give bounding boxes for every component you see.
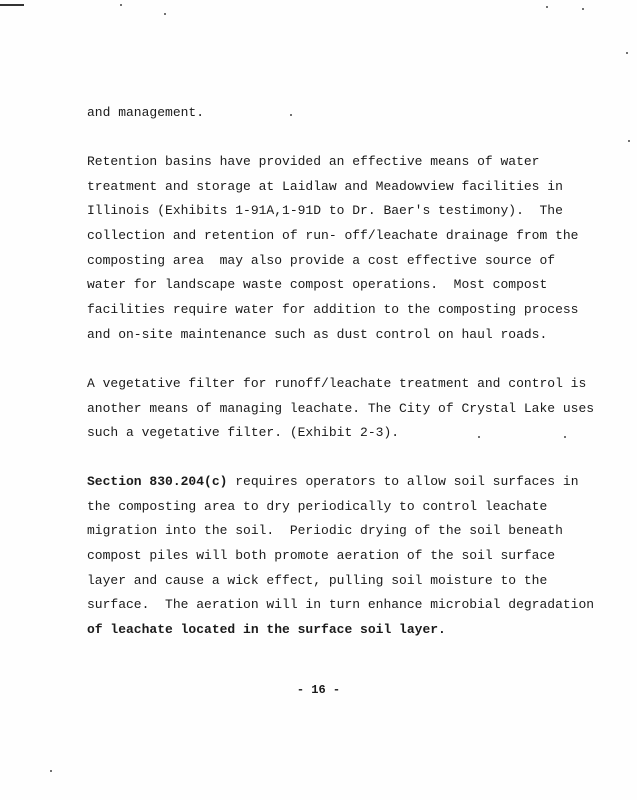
text-line: A vegetative filter for runoff/leachate treatment and control is (87, 376, 587, 391)
scan-speck (120, 4, 122, 6)
page-number: - 16 - (296, 683, 341, 697)
text-line: layer and cause a wick effect, pulling soil moisture to the (87, 572, 548, 588)
text-line: another means of managing leachate. The City of Crystal Lake uses (87, 400, 595, 416)
text-line (87, 470, 587, 495)
scan-speck (628, 140, 630, 142)
scan-speck (582, 8, 584, 10)
paragraph-retention-basins (87, 150, 587, 348)
text-line-rest: requires operators to allow soil surfaces in (227, 474, 579, 489)
scan-artifact (0, 4, 24, 6)
text-line: and management. (87, 105, 205, 120)
text-line: such a vegetative filter. (Exhibit 2-3). (87, 425, 400, 441)
opening-fragment (87, 101, 587, 126)
text-line: migration into the soil. Periodic drying of the soil beneath (87, 523, 563, 539)
scan-speck (626, 52, 628, 54)
text-line: compost piles will both promote aeration of the soil surface (87, 548, 556, 564)
scan-speck (50, 770, 52, 772)
text-line: of leachate located in the surface soil layer. (87, 622, 446, 638)
text-line: collection and retention of run- off/leachate drainage from the (87, 228, 579, 244)
section-reference: Section 830.204(c) (87, 474, 228, 489)
text-line: surface. The aeration will in turn enhance microbial degradation (87, 597, 595, 613)
text-line: Illinois (Exhibits 1-91A,1-91D to Dr. Baer's testimony). The (87, 203, 563, 219)
text-line: Retention basins have provided an effective means of water (87, 154, 540, 169)
text-line: treatment and storage at Laidlaw and Meadowview facilities in (87, 178, 563, 194)
text-line: and on-site maintenance such as dust control on haul roads. (87, 326, 548, 342)
scan-speck (546, 6, 548, 8)
text-line: the composting area to dry periodically to control leachate (87, 498, 548, 514)
text-line: facilities require water for addition to the composting process (87, 302, 579, 318)
paragraph-section-830-204 (87, 470, 595, 643)
text-line: water for landscape waste compost operations. Most compost (87, 277, 548, 293)
text-line: composting area may also provide a cost effective source of (87, 252, 556, 268)
paragraph-vegetative-filter (87, 372, 595, 446)
scan-speck (164, 13, 166, 15)
